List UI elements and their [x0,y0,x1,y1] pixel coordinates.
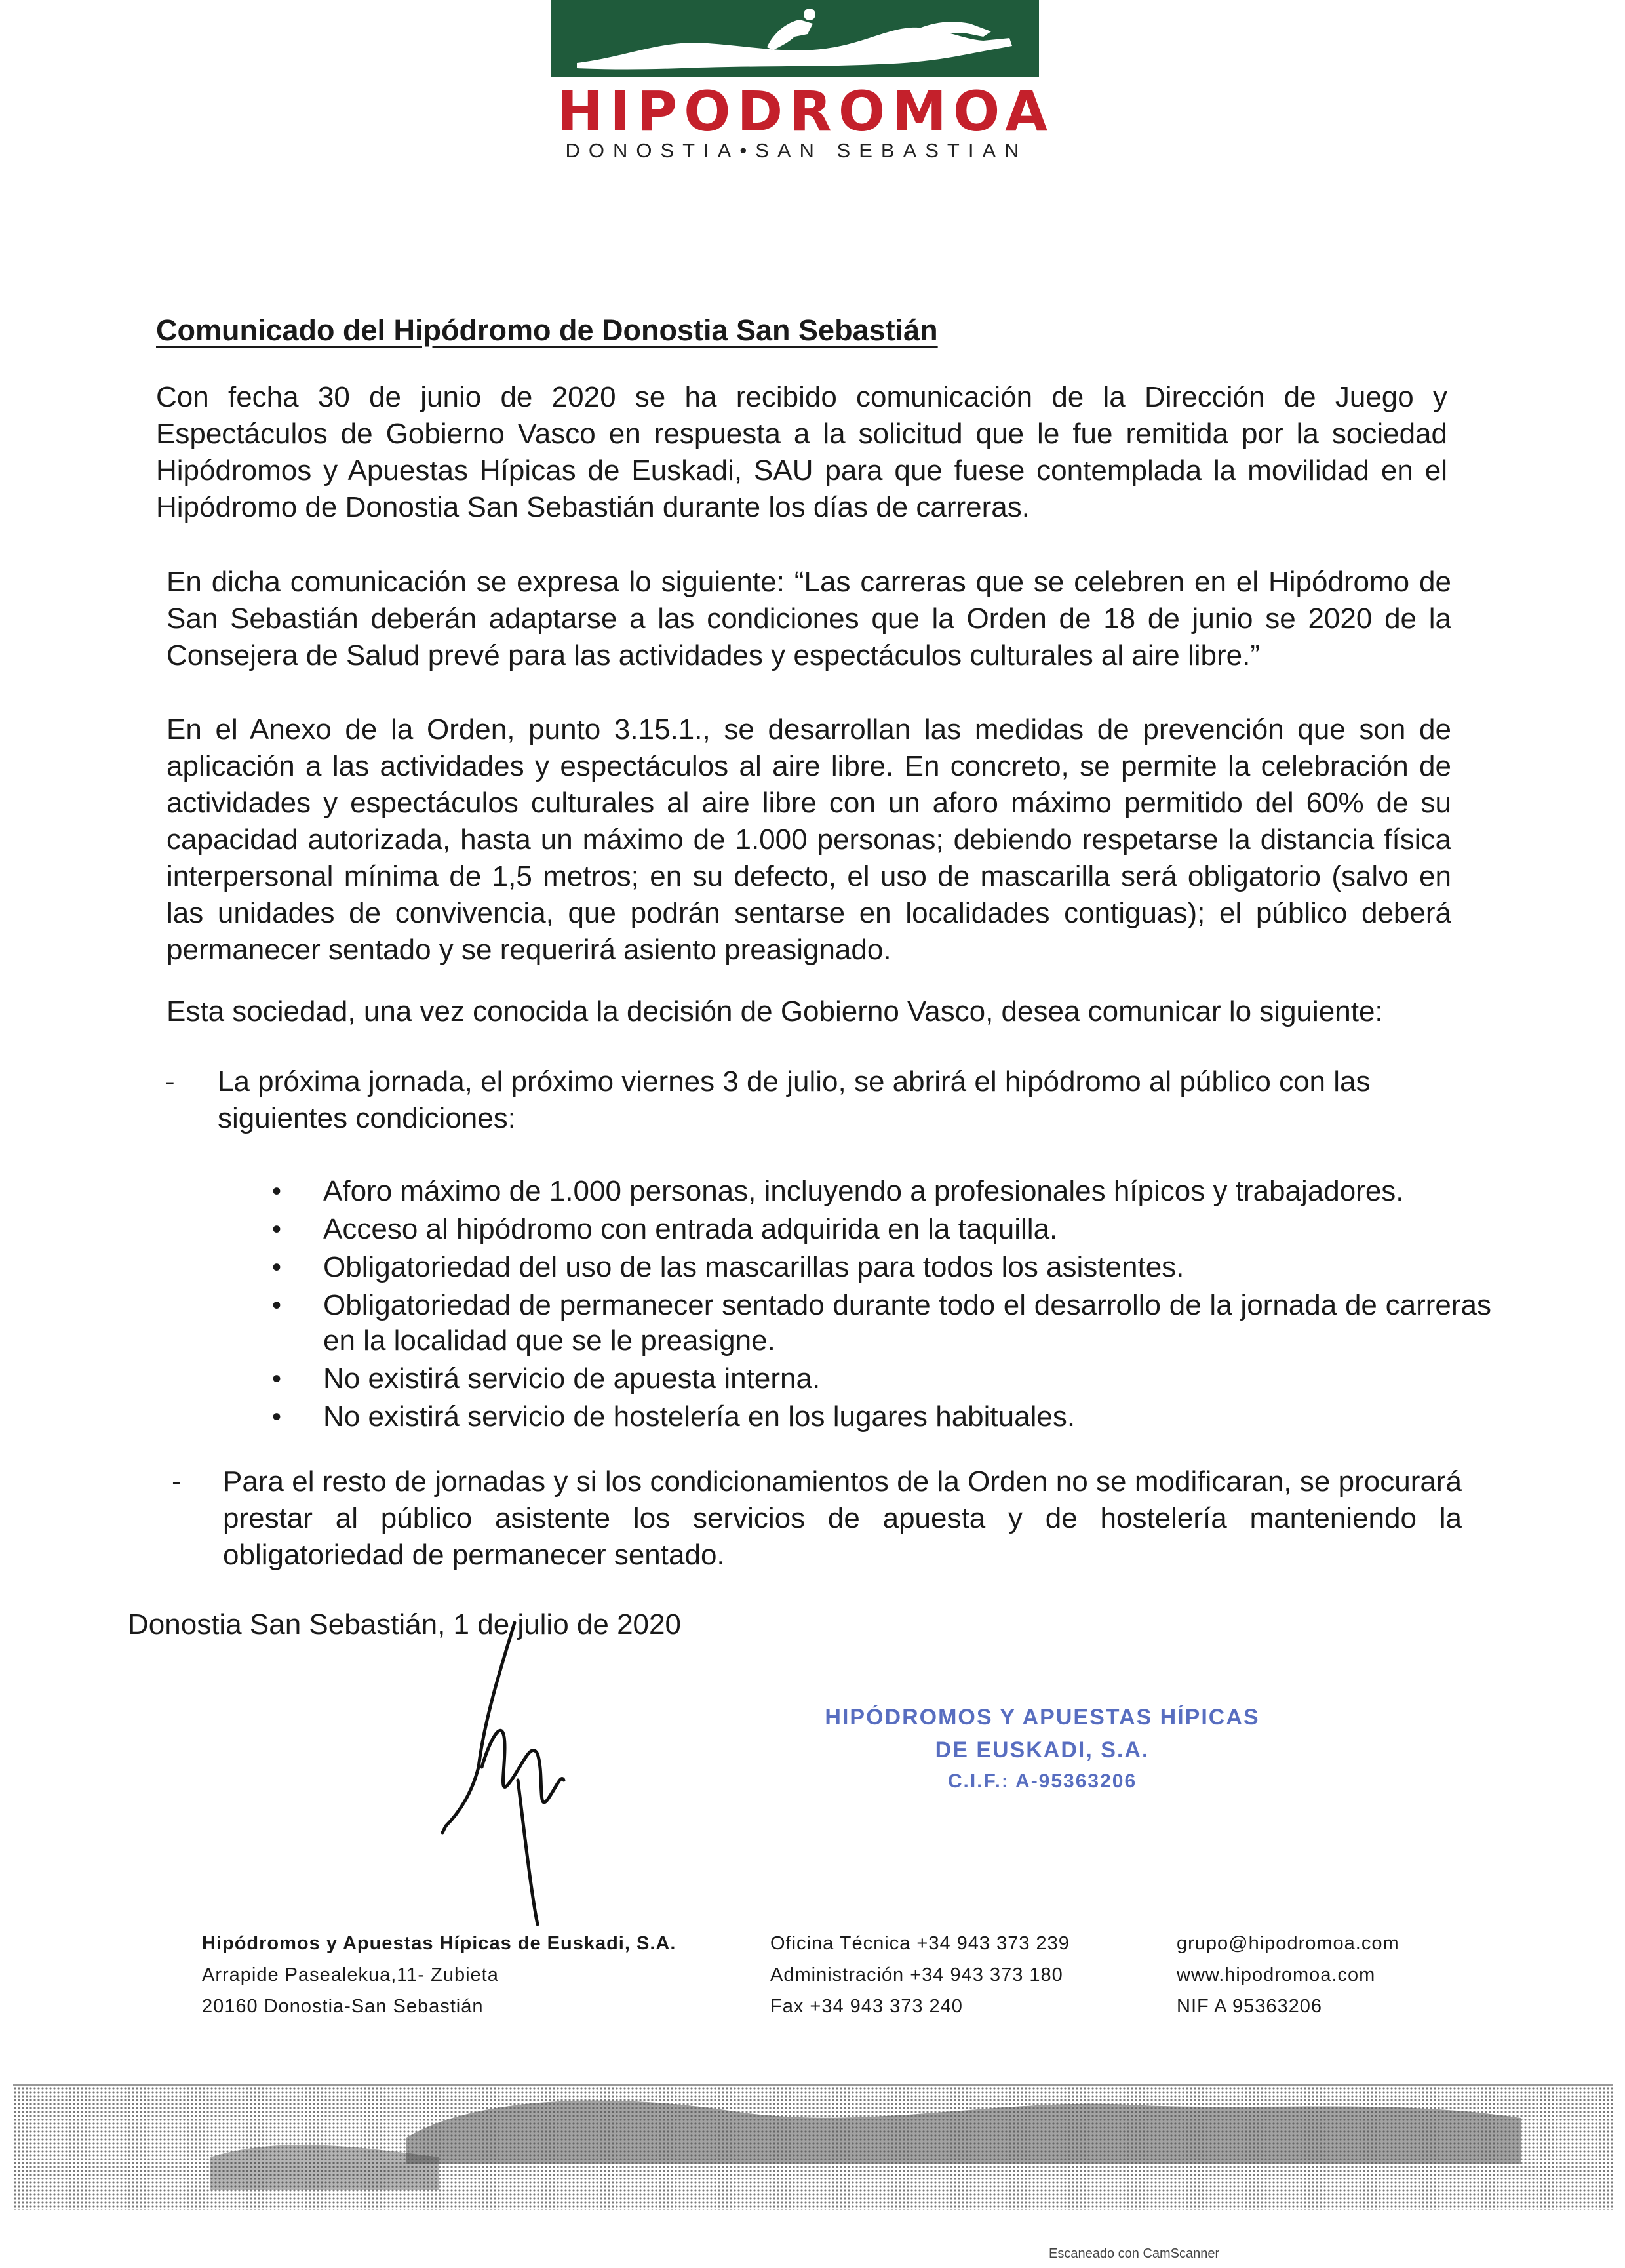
dash-marker: - [165,1065,175,1098]
footer-email: grupo@hipodromoa.com [1177,1933,1400,1954]
footer-contacts [770,1928,1070,2022]
bullet-marker: • [272,1215,282,1244]
signature [406,1616,603,1944]
date-line: Donostia San Sebastián, 1 de julio de 2020 [128,1608,681,1641]
footer-fax: Fax +34 943 373 240 [770,1996,963,2017]
list-item [272,1174,1491,1209]
bullet-marker: • [272,1403,282,1431]
list-item-text: No existirá servicio de apuesta interna. [323,1363,821,1395]
brand-name: HIPODROMOA [557,79,1055,144]
paragraph-quote: En dicha comunicación se expresa lo siguiente: “Las carreras que se celebren en el Hipódromo de San Sebastián deberán adaptarse a las condiciones que la Orden de 18 de junio se 2020 de la Consejera de Salud prevé para las actividades y espectáculos culturales al aire libre.” [166,566,1451,671]
paragraph-annex: En el Anexo de la Orden, punto 3.15.1., se desarrollan las medidas de prevención que son de aplicación a las actividades y espectáculos al aire libre. En concreto, se permite la celebración de actividades y espectáculos culturales al aire libre con un aforo máximo permitido del 60% de su capacidad autorizada, hasta un máximo de 1.000 personas; debiendo respetarse la distancia física interpersonal mínima de 1,5 metros; en su defecto, el uso de mascarilla será obligatorio (salvo en las unidades de convivencia, que podrán sentarse en localidades contiguas); el público deberá permanecer sentado y se requerirá asiento preasignado. [166,713,1451,966]
bullet-marker: • [272,1253,282,1282]
bullet-marker: • [272,1364,282,1393]
bullet-marker: • [272,1177,282,1206]
logo-banner [551,0,1039,77]
stamp-line-cif: C.I.F.: A-95363206 [947,1770,1137,1792]
scanner-watermark: Escaneado con CamScanner [1049,2246,1220,2261]
paragraph-decision: Esta sociedad, una vez conocida la decisión de Gobierno Vasco, desea comunicar lo siguiente: [166,995,1383,1027]
footer-web [1177,1928,1400,2022]
list-item-text: Obligatoriedad de permanecer sentado durante todo el desarrollo de la jornada de carreras en la localidad que se le preasigne. [323,1289,1491,1357]
list-item [272,1250,1491,1285]
footer-address-street: Arrapide Pasealekua,11- Zubieta [202,1964,499,1985]
footer-nif: NIF A 95363206 [1177,1996,1322,2017]
racing-scene-band [13,2059,1613,2210]
dash-marker: - [172,1465,182,1498]
list-item [272,1288,1491,1359]
list-item [272,1361,1491,1397]
footer-phone-office: Oficina Técnica +34 943 373 239 [770,1933,1070,1954]
stamp-line-region: DE EUSKADI, S.A. [935,1738,1150,1762]
brand-city: DONOSTIA•SAN SEBASTIAN [565,139,1028,162]
horse-jockey-icon [551,0,1039,77]
list-item-text: No existirá servicio de hostelería en los lugares habituales. [323,1401,1076,1433]
footer-website: www.hipodromoa.com [1177,1964,1376,1985]
document-title: Comunicado del Hipódromo de Donostia San Sebastián [156,313,938,347]
conditions-list [272,1174,1491,1437]
footer-company [202,1928,676,2022]
list-item-text: Aforo máximo de 1.000 personas, incluyendo a profesionales hípicos y trabajadores. [323,1175,1404,1207]
footer-address-city: 20160 Donostia-San Sebastián [202,1996,484,2017]
list-item [272,1399,1491,1435]
footer-company-name: Hipódromos y Apuestas Hípicas de Euskadi, S.A. [202,1933,676,1954]
footer-phone-admin: Administración +34 943 373 180 [770,1964,1063,1985]
paragraph-intro: Con fecha 30 de junio de 2020 se ha recibido comunicación de la Dirección de Juego y Espectáculos de Gobierno Vasco en respuesta a la solicitud que le fue remitida por la sociedad Hipódromos y Apuestas Hípicas de Euskadi, SAU para que fuese contemplada la movilidad en el Hipódromo de Donostia San Sebastián durante los días de carreras. [156,381,1447,523]
stamp-line-company: HIPÓDROMOS Y APUESTAS HÍPICAS [825,1705,1260,1730]
bullet-marker: • [272,1291,282,1320]
dash-item-rest-days: Para el resto de jornadas y si los condicionamientos de la Orden no se modificaran, se procurará prestar al público asistente los servicios de apuesta y de hostelería manteniendo la obligatoriedad de permanecer sentado. [223,1465,1462,1571]
list-item [272,1212,1491,1247]
list-item-text: Obligatoriedad del uso de las mascarillas para todos los asistentes. [323,1251,1184,1283]
list-item-text: Acceso al hipódromo con entrada adquirida en la taquilla. [323,1213,1058,1245]
dash-item-next-day: La próxima jornada, el próximo viernes 3 de julio, se abrirá el hipódromo al público con las siguientes condiciones: [218,1065,1371,1134]
